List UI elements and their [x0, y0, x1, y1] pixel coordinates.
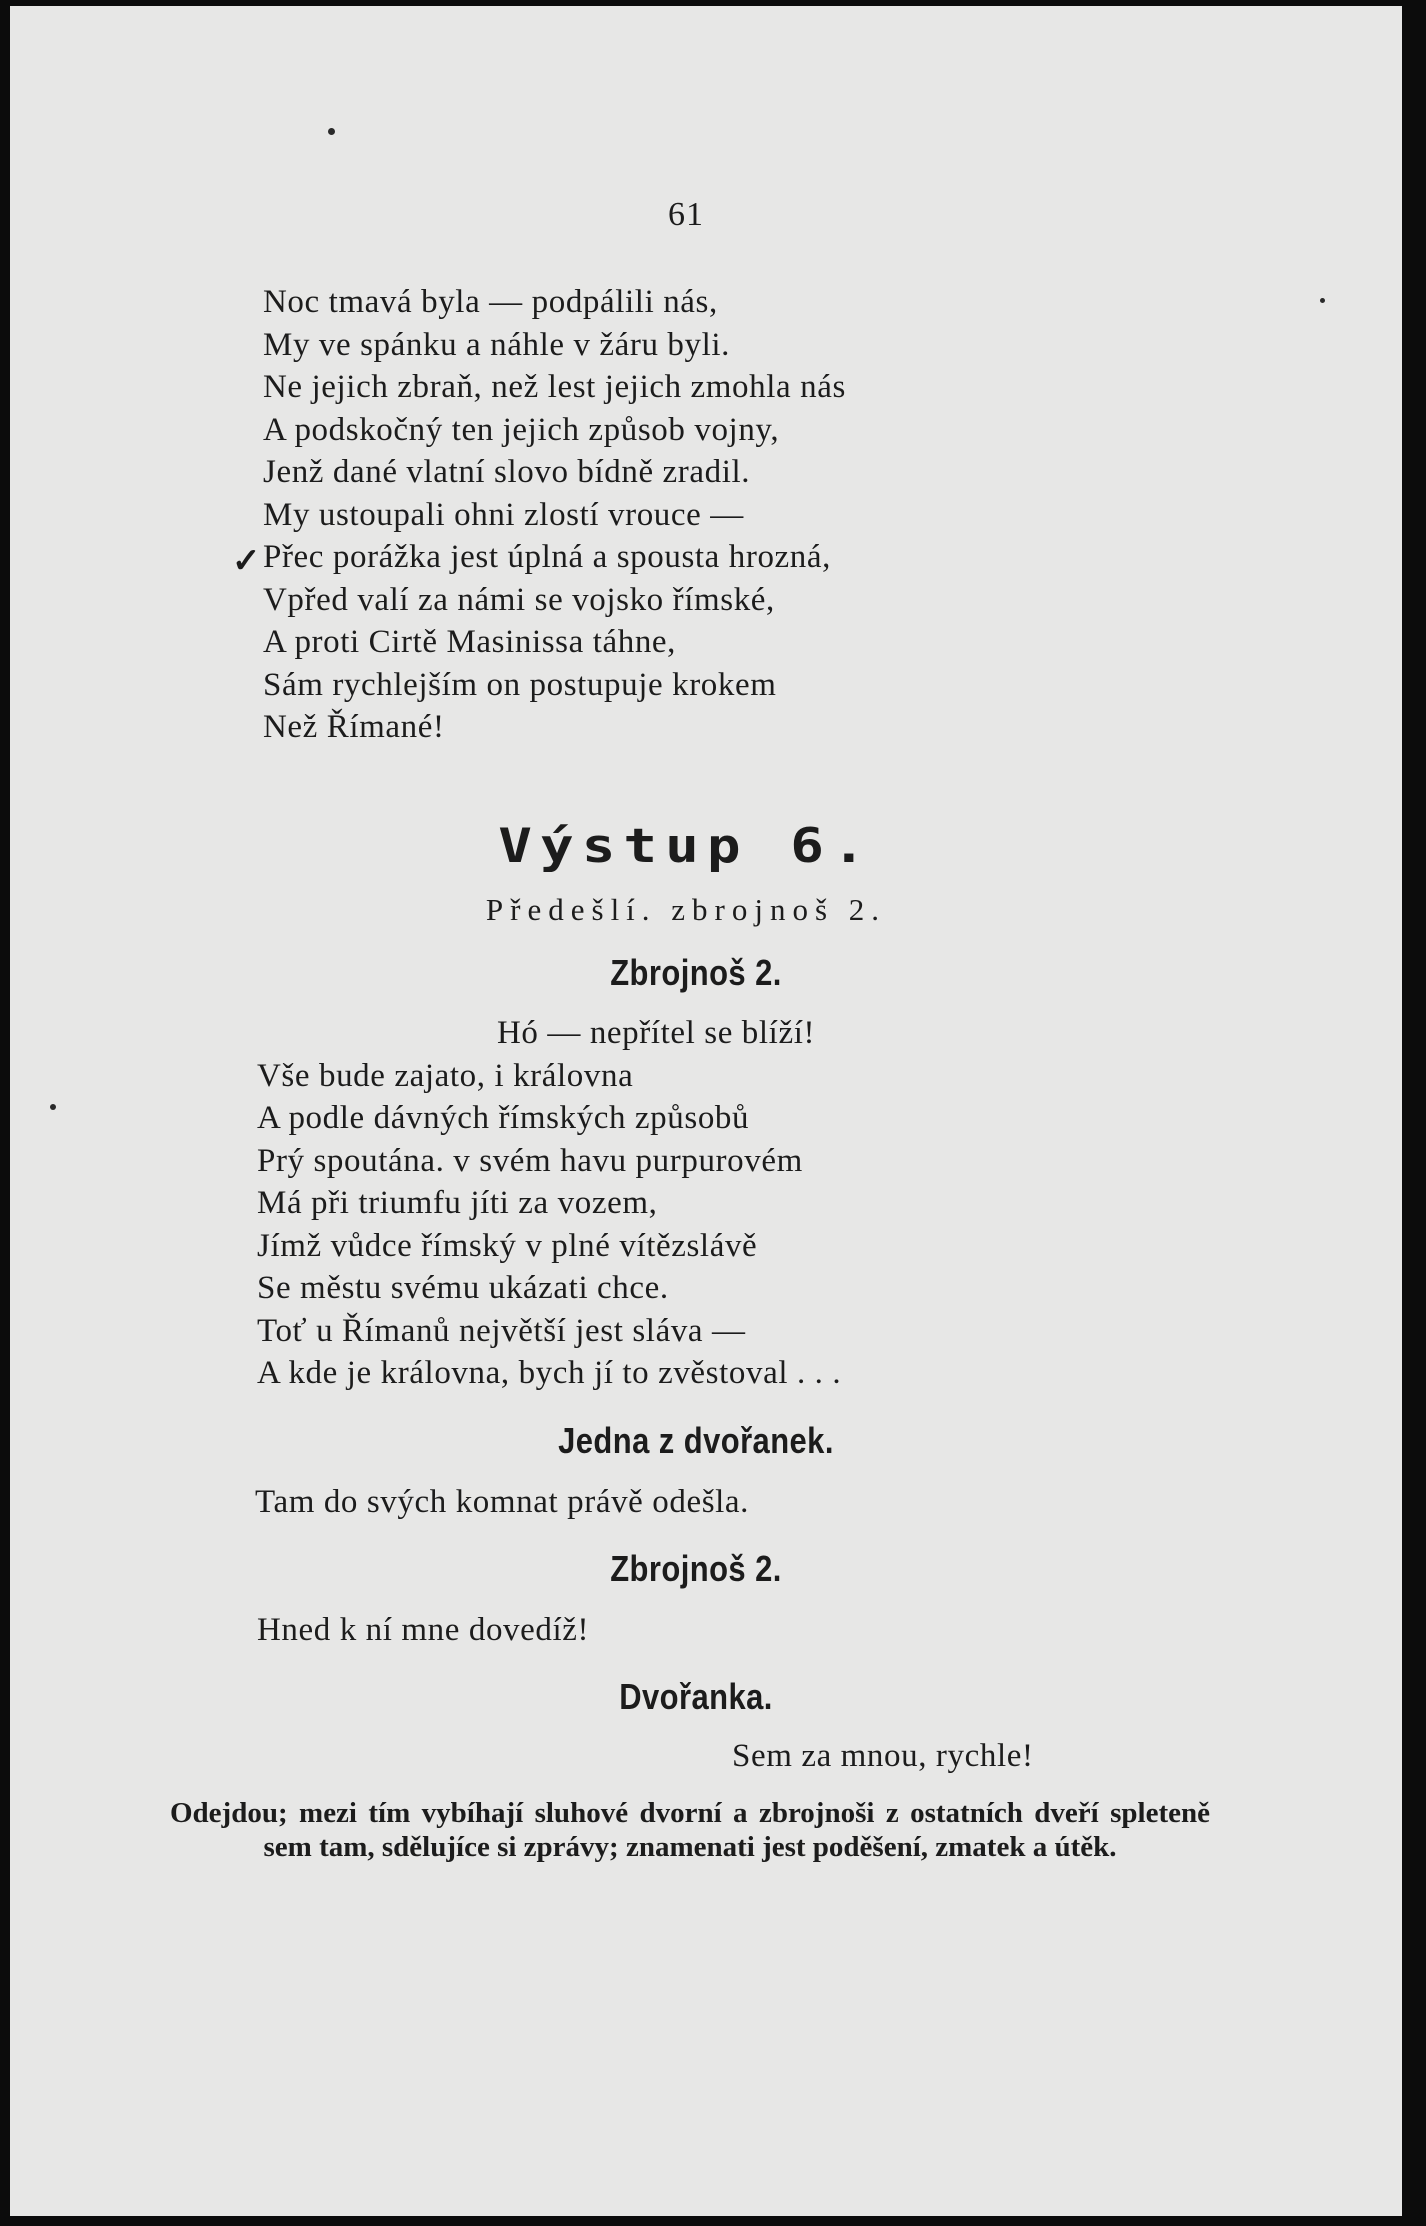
ink-speck [50, 1104, 56, 1110]
verse-line: My ustoupali ohni zlostí vrouce — [263, 496, 744, 533]
verse-line: Přec porážka jest úplná a spousta hrozná, [263, 539, 831, 575]
verse-line: A proti Cirtě Masinissa táhne, [263, 624, 677, 660]
verse-line: Se městu svému ukázati chce. [257, 1270, 669, 1306]
verse-line: A podle dávných římských způsobů [257, 1100, 750, 1136]
verse-block [263, 281, 846, 749]
verse-line: Noc tmavá byla — podpálili nás, [263, 284, 718, 320]
verse-line: A podskočný ten jejich způsob vojny, [263, 411, 780, 448]
speech-block [257, 1609, 589, 1652]
scene-characters: Předešlí. zbrojnoš 2. [485, 892, 887, 927]
speaker-name: Jedna z dvořanek. [558, 1420, 834, 1461]
verse-line: Jenž dané vlatní slovo bídně zradil. [263, 454, 751, 490]
verse-line: Vše bude zajato, i královna [257, 1057, 634, 1094]
speaker-name: Zbrojnoš 2. [610, 952, 782, 993]
verse-line: Toť u Římanů největší jest sláva — [257, 1312, 746, 1349]
verse-line: Má při triumfu jíti za vozem, [257, 1185, 658, 1221]
book-page [10, 6, 1402, 2216]
speech-block [255, 1481, 749, 1524]
verse-line: Tam do svých komnat právě odešla. [255, 1484, 750, 1520]
page-number: 61 [668, 196, 704, 233]
verse-line: Prý spoutána. v svém havu purpurovém [257, 1142, 803, 1179]
verse-line: Hned k ní mne dovedíž! [257, 1612, 590, 1648]
speech-block [257, 1012, 841, 1395]
ink-speck [1320, 298, 1325, 303]
verse-line: A kde je královna, bych jí to zvěstoval . . . [257, 1355, 842, 1391]
speaker-name: Zbrojnoš 2. [610, 1548, 782, 1589]
margin-check-mark: ✓ [232, 543, 261, 580]
verse-line: Sem za mnou, rychle! [732, 1738, 1034, 1774]
speaker-name: Dvořanka. [619, 1676, 773, 1717]
verse-line: Ne jejich zbraň, než lest jejich zmohla nás [263, 369, 846, 405]
stage-direction: Odejdou; mezi tím vybíhají sluhové dvorní a zbrojnoši z ostatních dveří spleteně sem tam, sdělujíce si zprávy; znamenati jest poděšení, zmatek a útěk. [170, 1797, 1210, 1863]
verse-line: Sám rychlejším on postupuje krokem [263, 666, 777, 703]
verse-line: Vpřed valí za námi se vojsko římské, [263, 581, 775, 618]
verse-line: Hó — nepřítel se blíží! [497, 1015, 816, 1051]
verse-line: My ve spánku a náhle v žáru byli. [263, 326, 731, 363]
verse-line: Než Římané! [263, 709, 445, 745]
scene-title: Výstup 6. [498, 818, 874, 875]
verse-line: Jímž vůdce římský v plné vítězslávě [257, 1227, 758, 1264]
ink-speck [328, 128, 335, 135]
speech-block [257, 1735, 1034, 1778]
